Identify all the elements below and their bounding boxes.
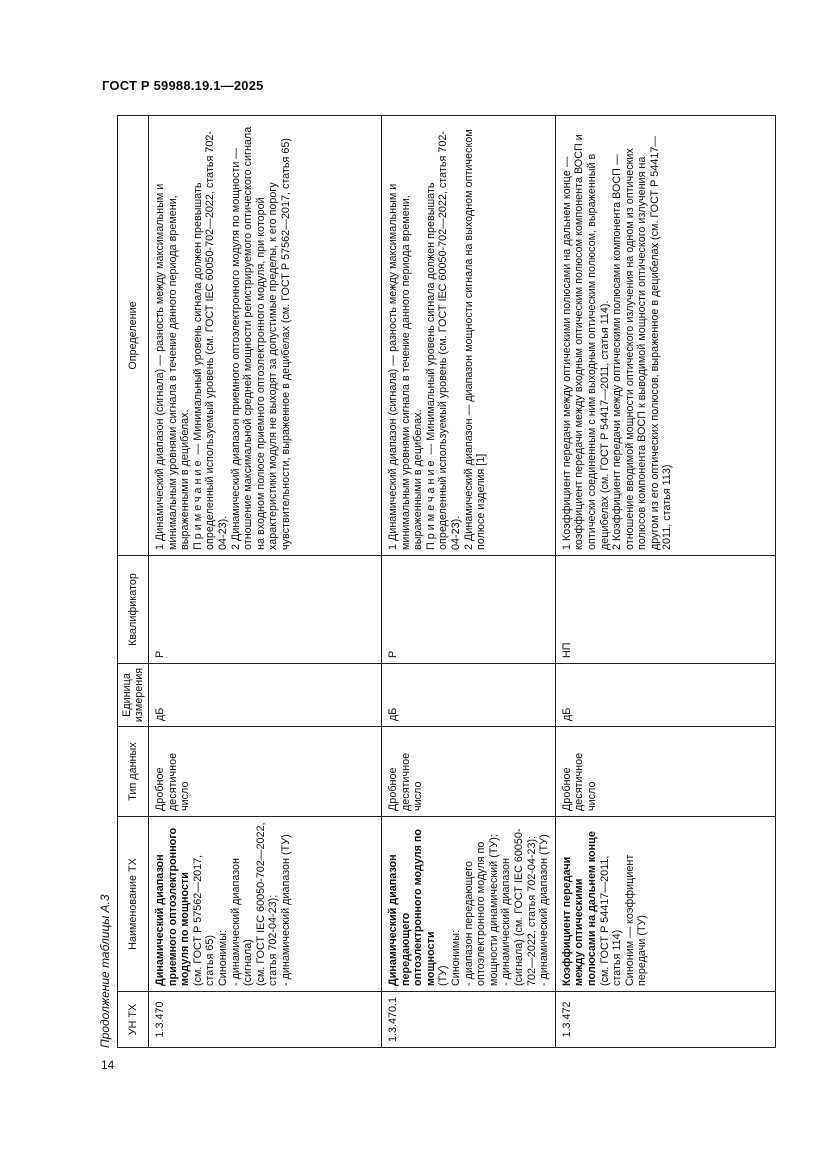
column-header-name: Наименование ТХ (118, 817, 149, 992)
row-qualifier: Р (149, 556, 382, 664)
row-qualifier: НП (555, 556, 775, 664)
row-name (149, 817, 382, 992)
column-header-qualifier: Квалификатор (118, 556, 149, 664)
table-caption: Продолжение таблицы А.3 (98, 894, 112, 1048)
standard-header: ГОСТ Р 59988.19.1—2025 (102, 78, 264, 93)
row-definition (555, 116, 775, 556)
row-id: 1.3.470.1 (382, 992, 556, 1048)
row-data-type: Дробное десятичное число (555, 727, 775, 817)
row-data-type: Дробное десятичное число (149, 727, 382, 817)
table-header-row (118, 116, 149, 1048)
table-row (555, 116, 775, 1048)
definition-paragraph: 2 Коэффициент передачи между оптическими полюсами компонента ВОСП — отношение вводимой мощности оптического излучения на одном из оптических полюсов компонента ВОСП к выводимой мощности оптического излучения на другом из его оптических полюсов, выраженное в децибелах (см. ГОСТ Р 54417—2011, статья 113) (611, 135, 674, 550)
row-name-line: (ТУ) (437, 965, 450, 986)
row-name-title: Динамический диапазон приемного оптоэлектронного модуля по мощности (154, 827, 192, 986)
definition-note (425, 121, 463, 550)
row-name-line: - динамический диапазон (сигнала) (см. ГОСТ IEC 60050-702—2022, статья 702-04-23); (500, 828, 538, 986)
note-label: Примечание (424, 457, 437, 550)
row-name-line: Синонимы: (449, 930, 462, 986)
definition-paragraph: 2 Динамический диапазон — диапазон мощности сигнала на выходном оптическом полюсе изделия [1] (462, 129, 488, 550)
row-definition (382, 116, 556, 556)
specification-table (117, 115, 776, 1048)
row-name (382, 817, 556, 992)
row-unit: дБ (382, 664, 556, 727)
row-name-line: Синоним — коэффициент передачи (ТУ) (623, 854, 649, 986)
row-name-line: статья 702-04-23); (267, 894, 280, 986)
row-name-line: - динамический диапазон (сигнала) (229, 857, 255, 986)
note-text: — Минимальный уровень сигнала должен превышать определенный используемый уровень (см. ГОСТ IEC 60050-702—2022, статья 702-04-23). (424, 131, 462, 550)
row-name-title: Коэффициент передачи между оптическими полюсами на дальнем конце (560, 831, 598, 986)
definition-note (192, 121, 230, 550)
definition-paragraph: 1 Коэффициент передачи между оптическими полюсами на дальнем конце — коэффициент передачи между входным оптическим полюсом компонента ВОСП и оптически соединенным с ним выходным оптическим полюсом, выраженный в децибелах (см. ГОСТ Р 54417—2011, статья 114). (560, 134, 611, 550)
definition-paragraph: 1 Динамический диапазон (сигнала) — разность между максимальным и минимальным уровнями сигнала в течение данного периода времени, выраженными в децибелах. (387, 183, 425, 550)
row-name-title: Динамический диапазон передающего оптоэлектронного модуля по мощности (387, 828, 437, 986)
definition-paragraph: 2 Динамический диапазон приемного оптоэлектронного модуля по мощности — отношение максимальной средней мощности регистрируемого оптического сигнала на входном полюсе приемного оптоэлектронного модуля, при которой характеристики модуля не выходят за допустимые пределы, к его порогу чувствительности, выраженное в децибелах (см. ГОСТ Р 57562—2017, статья 65) (229, 126, 292, 550)
row-name (555, 817, 775, 992)
row-name-line: (см. ГОСТ IEC 60050-702—2022, (254, 822, 267, 986)
table-row (382, 116, 556, 1048)
row-qualifier: Р (382, 556, 556, 664)
row-name-line: - динамический диапазон (ТУ) (538, 834, 551, 986)
row-data-type: Дробное десятичное число (382, 727, 556, 817)
rotated-table-area (98, 116, 674, 1048)
note-label: Примечание (191, 457, 204, 550)
definition-paragraph: 1 Динамический диапазон (сигнала) — разность между максимальным и минимальным уровнями сигнала в течение данного периода времени, выраженными в децибелах. (154, 183, 192, 550)
row-id: 1.3.470 (149, 992, 382, 1048)
row-id: 1.3.472 (555, 992, 775, 1048)
column-header-unit: Единица измерения (118, 664, 149, 727)
page-number: 14 (101, 1058, 115, 1072)
column-header-definition: Определение (118, 116, 149, 556)
row-unit: дБ (555, 664, 775, 727)
row-name-line: Синонимы: (216, 930, 229, 986)
row-name-line: - динамический диапазон (ТУ) (279, 834, 292, 986)
row-name-line: - диапазон передающего оптоэлектронного модуля по мощности динамический (ТУ); (462, 834, 500, 986)
table-row (149, 116, 382, 1048)
row-definition (149, 116, 382, 556)
row-unit: дБ (149, 664, 382, 727)
note-text: — Минимальный уровень сигнала должен превышать определенный используемый уровень (см. ГОСТ IEC 60050-702—2022, статья 702-04-23). (191, 131, 229, 550)
column-header-id: УН ТХ (118, 992, 149, 1048)
row-name-line: (см. ГОСТ Р 54417—2011, статья 114) (598, 855, 624, 986)
column-header-data-type: Тип данных (118, 727, 149, 817)
row-name-line: (см. ГОСТ Р 57562—2017, статья 65) (191, 854, 217, 986)
